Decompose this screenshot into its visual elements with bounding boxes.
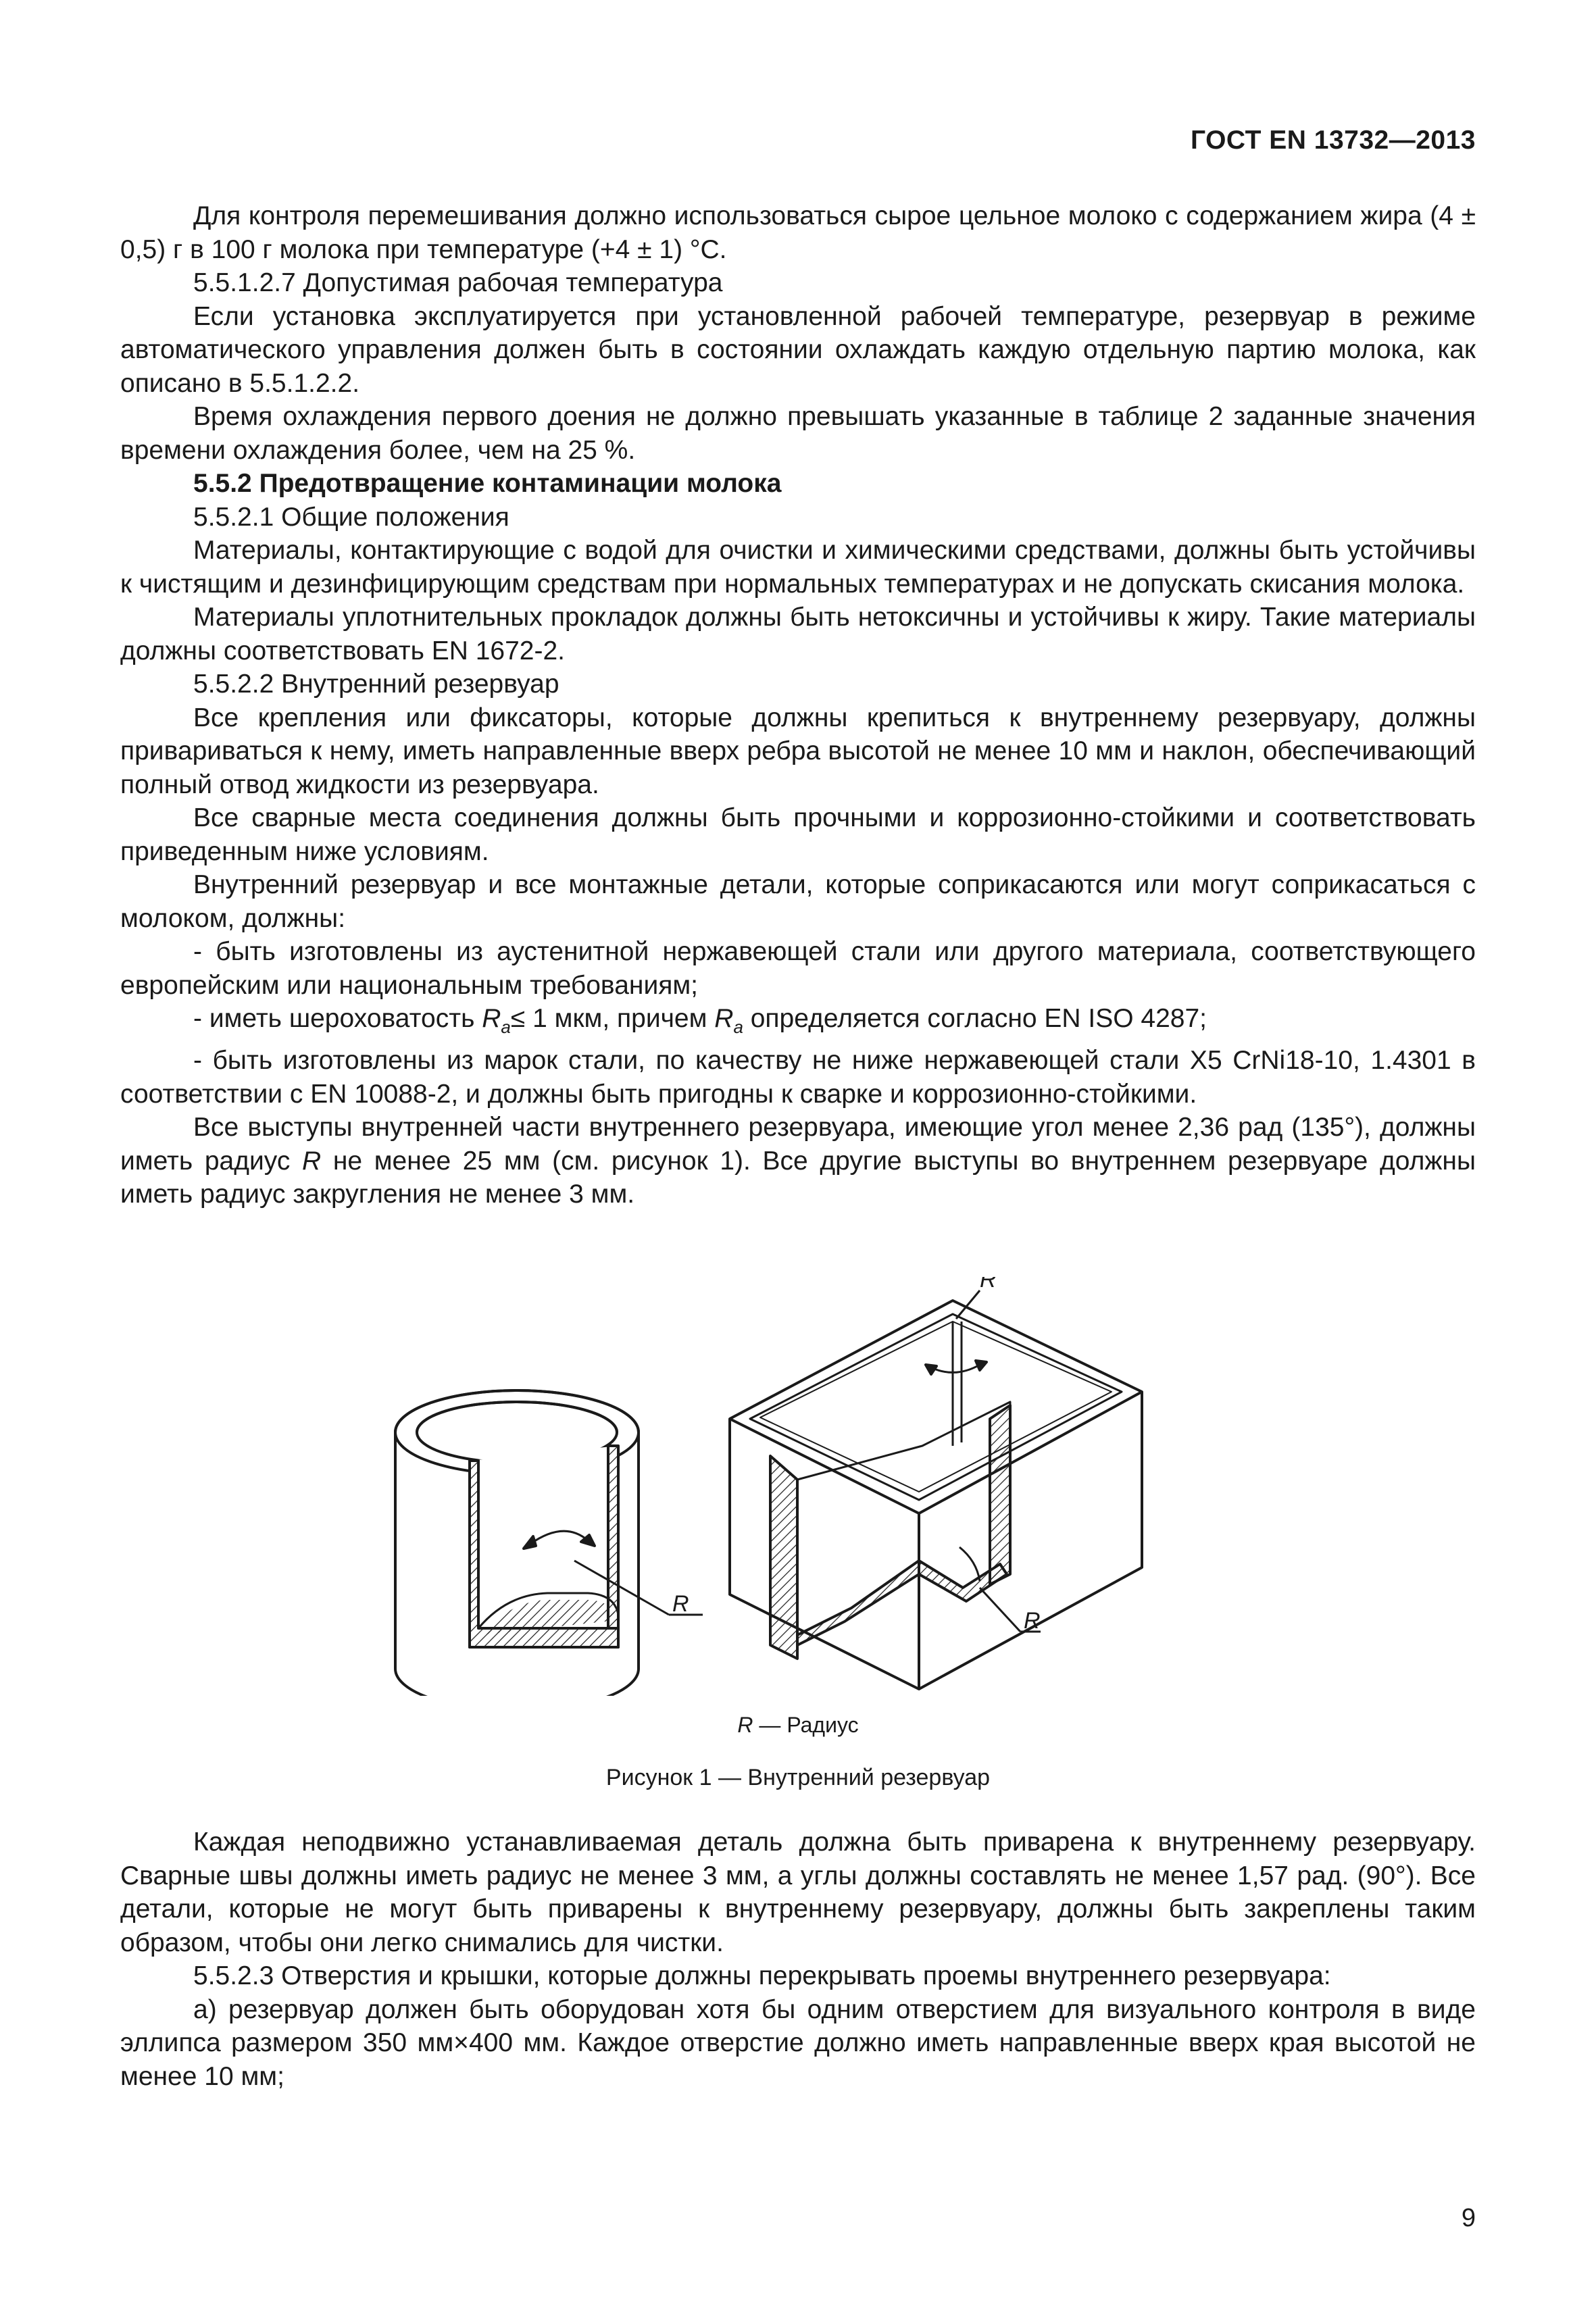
box-drawing: [730, 1290, 1142, 1689]
page-number: 9: [1461, 2204, 1476, 2232]
variable: R: [301, 1146, 322, 1176]
paragraph: Время охлаждения первого доения не должно превышать указанные в таблице 2 заданные значения времени охлаждения более, чем на 25 %.: [120, 402, 1476, 465]
paragraph: 5.5.2.3 Отверстия и крышки, которые должны перекрывать проемы внутреннего резервуара:: [193, 1961, 1331, 1990]
radius-label: R: [672, 1591, 689, 1617]
list-item: [120, 1002, 1476, 1044]
variable: R: [737, 1713, 753, 1737]
legend-text: — Радиус: [753, 1713, 859, 1737]
main-text: [120, 199, 1476, 1211]
text-run: не менее 25 мм (см. рисунок 1). Все другие выступы во внутреннем резервуаре должны иметь радиус закругления не менее 3 мм.: [120, 1146, 1476, 1209]
paragraph: Все сварные места соединения должны быть прочными и коррозионно-стойкими и соответствовать приведенным ниже условиям.: [120, 803, 1476, 866]
variable: R: [482, 1004, 501, 1033]
paragraph: 5.5.2.2 Внутренний резервуар: [193, 670, 559, 699]
cylinder-drawing: [395, 1390, 703, 1696]
figure-inner-tank: [385, 1277, 1162, 1696]
paragraph: Внутренний резервуар и все монтажные детали, которые соприкасаются или могут соприкасаться с молоком, должны:: [120, 870, 1476, 933]
text-run: Все выступы внутренней части внутреннего резервуара, имеющие угол менее 2,36 рад (135°), должны иметь радиус: [120, 1113, 1476, 1176]
radius-label: R: [980, 1277, 997, 1292]
paragraph: Материалы уплотнительных прокладок должны быть нетоксичны и устойчивы к жиру. Такие материалы должны соответствовать EN 1672-2.: [120, 603, 1476, 665]
figure-legend: [0, 1713, 1596, 1738]
radius-label: R: [1024, 1608, 1041, 1634]
paragraph: 5.5.1.2.7 Допустимая рабочая температура: [193, 268, 723, 297]
paragraph: Для контроля перемешивания должно использоваться сырое цельное молоко с содержанием жира (4 ± 0,5) г в 100 г молока при температуре (+4 ± 1) °С.: [120, 201, 1476, 264]
section-heading: 5.5.2 Предотвращение контаминации молока: [193, 469, 782, 498]
paragraph: [120, 1111, 1476, 1211]
paragraph: Если установка эксплуатируется при установленной рабочей температуре, резервуар в режиме автоматического управления должен быть в состоянии охлаждать каждую отдельную партию молока, как описано в 5.5.1.2.2.: [120, 301, 1476, 398]
paragraph: 5.5.2.1 Общие положения: [193, 502, 509, 532]
paragraph: а) резервуар должен быть оборудован хотя бы одним отверстием для визуального контроля в виде эллипса размером 350 мм×400 мм. Каждое отверстие должно иметь направленные вверх края высотой не менее 10 мм;: [120, 1994, 1476, 2091]
paragraph: Каждая неподвижно устанавливаемая деталь должна быть приварена к внутреннему резервуару. Сварные швы должны иметь радиус не менее 3 мм, а углы должны составлять не менее 1,57 рад. (90°). Все детали, которые не могут быть приварены к внутреннему резервуару, должны быть закреплены таким образом, чтобы они легко снимались для чистки.: [120, 1828, 1476, 1957]
paragraph: Все крепления или фиксаторы, которые должны крепиться к внутреннему резервуару, должны привариваться к нему, иметь направленные вверх ребра высотой не менее 10 мм и наклон, обеспечивающий полный отвод жидкости из резервуара.: [120, 703, 1476, 799]
subscript: a: [733, 1016, 743, 1037]
text-run: - иметь шероховатость: [193, 1004, 482, 1033]
subscript: a: [501, 1016, 511, 1037]
text-run: ≤ 1 мкм, причем: [510, 1004, 715, 1033]
variable: R: [714, 1004, 734, 1033]
text-run: определяется согласно EN ISO 4287;: [743, 1004, 1207, 1033]
tank-drawing: [385, 1277, 1162, 1696]
list-item: - быть изготовлены из марок стали, по качеству не ниже нержавеющей стали X5 CrNi18-10, 1.4301 в соответствии с EN 10088-2, и должны быть пригодны к сварке и коррозионно-стойкими.: [120, 1046, 1476, 1109]
paragraph: Материалы, контактирующие с водой для очистки и химическими средствами, должны быть устойчивы к чистящим и дезинфицирующим средствам при нормальных температурах и не допускать скисания молока.: [120, 536, 1476, 599]
document-header: ГОСТ EN 13732—2013: [1190, 126, 1476, 155]
list-item: - быть изготовлены из аустенитной нержавеющей стали или другого материала, соответствующего европейским или национальным требованиям;: [120, 937, 1476, 1000]
figure-caption: Рисунок 1 — Внутренний резервуар: [605, 1765, 991, 1790]
main-text-continued: [120, 1826, 1476, 2093]
